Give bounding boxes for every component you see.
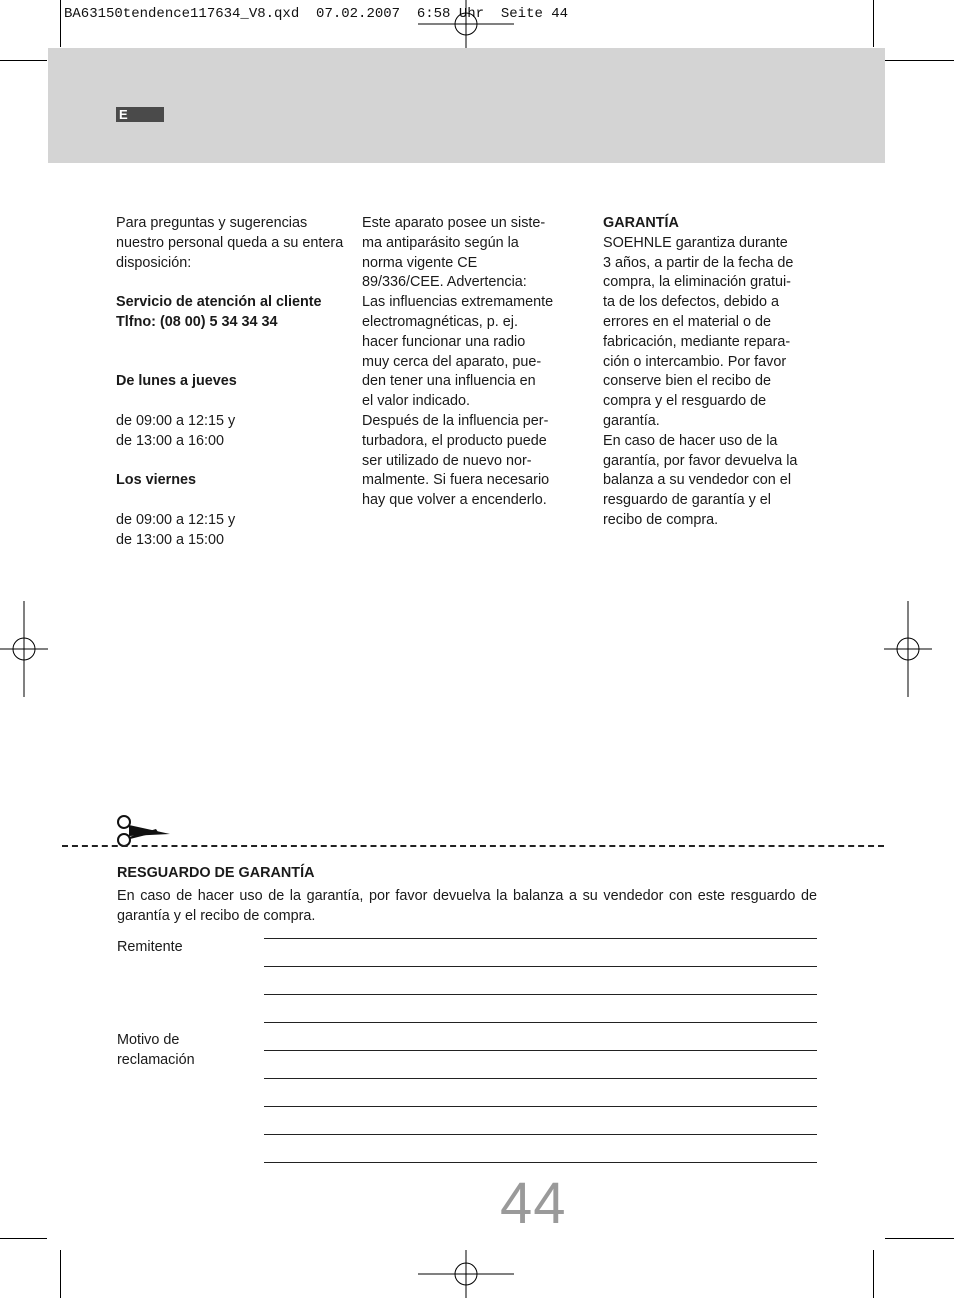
text-line: 3 años, a partir de la fecha de [603,254,794,271]
registration-mark-left-icon [0,601,48,697]
sender-line[interactable] [264,966,817,967]
friday-hours: de 13:00 a 15:00 [116,531,225,548]
text-line: el valor indicado. [362,393,470,410]
crop-mark [60,1250,61,1298]
text-line: compra, la eliminación gratui- [603,274,791,291]
text-line: ma antiparásito según la [362,234,519,251]
coupon-title: RESGUARDO DE GARANTÍA [117,865,315,881]
warranty-column [603,214,833,531]
print-slug: BA63150tendence117634_V8.qxd 07.02.2007 6:58 Uhr Seite 44 [64,6,569,22]
text-line: muy cerca del aparato, pue- [362,353,542,370]
coupon-instructions: En caso de hacer uso de la garantía, por favor devuelva la balanza a su vendedor con este resguardo de garantía y el recibo de compra. [117,888,817,924]
text-line: Después de la influencia per- [362,412,549,429]
crop-mark [0,60,47,61]
reason-line[interactable] [264,1134,817,1135]
scissors-icon [116,814,172,848]
text-line: ser utilizado de nuevo nor- [362,452,532,469]
text-line: En caso de hacer uso de la [603,432,778,449]
friday-hours: de 09:00 a 12:15 y [116,511,236,528]
cut-line [62,845,884,847]
text-line: turbadora, el producto puede [362,432,547,449]
text-line: errores en el material o de [603,313,771,330]
crop-mark [885,1238,954,1239]
text-line: garantía. [603,412,660,429]
text-line: resguardo de garantía y el [603,492,772,509]
crop-mark [60,0,61,47]
text-line: malmente. Si fuera necesario [362,472,550,489]
text-line: balanza a su vendedor con el [603,472,792,489]
reason-line[interactable] [264,1050,817,1051]
text-line: compra y el resguardo de [603,393,767,410]
crop-mark [885,60,954,61]
text-line: fabricación, mediante repara- [603,333,791,350]
service-title: Servicio de atención al cliente [116,294,322,311]
text-line: ta de los defectos, debido a [603,294,780,311]
crop-mark [873,0,874,47]
weekday-hours: de 13:00 a 16:00 [116,432,225,449]
sender-line[interactable] [264,994,817,995]
text-line: hacer funcionar una radio [362,333,526,350]
text-line: Las influencias extremamente [362,294,554,311]
reason-line[interactable] [264,1078,817,1079]
text-line: 89/336/CEE. Advertencia: [362,274,527,291]
header-band [48,48,885,163]
sender-label: Remitente [117,939,183,955]
text-line: norma vigente CE [362,254,478,271]
crop-mark [873,1250,874,1298]
interference-column [362,214,587,511]
weekday-hours: de 09:00 a 12:15 y [116,412,236,429]
sender-line[interactable] [264,1022,817,1023]
reason-label-line: Motivo de [117,1032,180,1048]
text-line: Este aparato posee un siste- [362,215,546,231]
registration-mark-bottom-icon [418,1250,514,1298]
text-line: den tener una influencia en [362,373,536,390]
reason-label [117,1031,195,1071]
text-line: conserve bien el recibo de [603,373,771,390]
registration-mark-right-icon [884,601,932,697]
weekday-title: De lunes a jueves [116,373,237,390]
text-line: ción o intercambio. Por favor [603,353,787,370]
contact-column [116,214,346,551]
service-phone: Tlfno: (08 00) 5 34 34 34 [116,313,278,330]
text-line: electromagnéticas, p. ej. [362,313,518,330]
crop-mark [0,1238,47,1239]
reason-label-line: reclamación [117,1051,195,1068]
text-line: hay que volver a encenderlo. [362,492,547,509]
sender-line[interactable] [264,938,817,939]
friday-title: Los viernes [116,472,196,489]
warranty-title: GARANTÍA [603,215,679,231]
contact-intro: Para preguntas y sugerencias nuestro personal queda a su entera disposición: [116,215,344,271]
text-line: recibo de compra. [603,511,719,528]
reason-line[interactable] [264,1162,817,1163]
text-line: garantía, por favor devuelva la [603,452,798,469]
page-number: 44 [500,1171,567,1236]
language-tab: E [116,107,164,122]
text-line: SOEHNLE garantiza durante [603,234,788,251]
reason-line[interactable] [264,1106,817,1107]
registration-mark-top-icon [418,0,514,48]
